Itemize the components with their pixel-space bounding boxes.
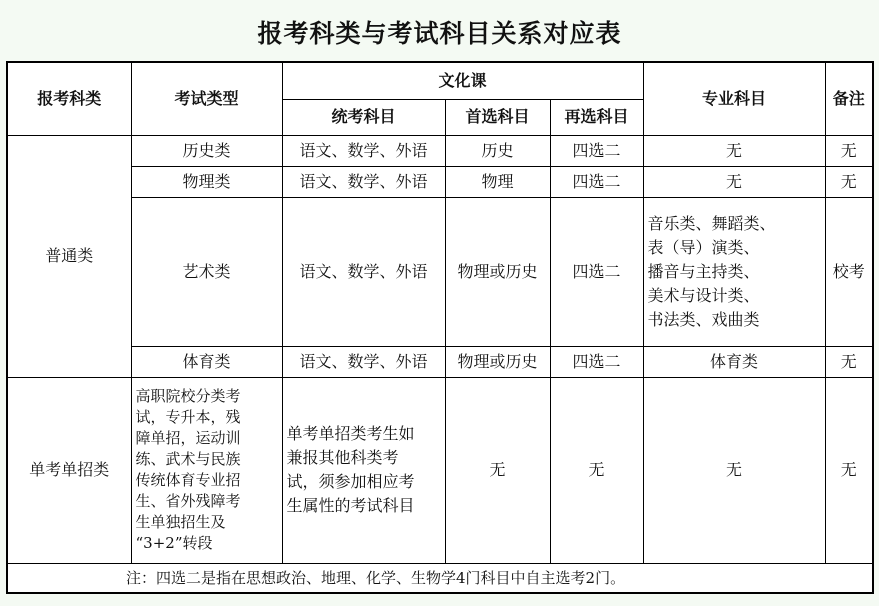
header-remarks: 备注 <box>825 62 873 135</box>
unified-cell: 语文、数学、外语 <box>282 197 445 346</box>
remark-cell: 无 <box>825 377 873 563</box>
unified-cell: 单考单招类考生如 兼报其他科类考 试，须参加相应考 生属性的考试科目 <box>282 377 445 563</box>
major-cell: 体育类 <box>643 346 825 377</box>
page-title: 报考科类与考试科目关系对应表 <box>257 19 622 48</box>
header-unified: 统考科目 <box>282 99 445 135</box>
header-row-1 <box>7 62 873 99</box>
major-cell: 音乐类、舞蹈类、 表（导）演类、 播音与主持类、 美术与设计类、 书法类、戏曲类 <box>643 197 825 346</box>
first-choice-cell: 物理 <box>445 166 550 197</box>
note-text: 注：四选二是指在思想政治、地理、化学、生物学4门科目中自主选考2门。 <box>7 563 873 593</box>
reselect-cell: 四选二 <box>550 197 643 346</box>
category-general: 普通类 <box>7 135 131 377</box>
remark-cell: 校考 <box>825 197 873 346</box>
unified-cell: 语文、数学、外语 <box>282 346 445 377</box>
first-choice-cell: 物理或历史 <box>445 346 550 377</box>
unified-cell: 语文、数学、外语 <box>282 135 445 166</box>
reselect-cell: 四选二 <box>550 346 643 377</box>
subject-table <box>6 61 874 594</box>
first-choice-cell: 无 <box>445 377 550 563</box>
exam-type-cell: 历史类 <box>131 135 282 166</box>
reselect-cell: 四选二 <box>550 166 643 197</box>
table-row-physics <box>7 166 873 197</box>
unified-cell: 语文、数学、外语 <box>282 166 445 197</box>
major-cell: 无 <box>643 377 825 563</box>
header-major: 专业科目 <box>643 62 825 135</box>
first-choice-cell: 历史 <box>445 135 550 166</box>
remark-cell: 无 <box>825 346 873 377</box>
header-culture: 文化课 <box>282 62 643 99</box>
major-cell: 无 <box>643 135 825 166</box>
header-exam-type: 考试类型 <box>131 62 282 135</box>
exam-type-cell: 体育类 <box>131 346 282 377</box>
table-row-art <box>7 197 873 346</box>
table-row-single <box>7 377 873 563</box>
reselect-cell: 无 <box>550 377 643 563</box>
major-cell: 无 <box>643 166 825 197</box>
first-choice-cell: 物理或历史 <box>445 197 550 346</box>
remark-cell: 无 <box>825 166 873 197</box>
exam-type-cell: 艺术类 <box>131 197 282 346</box>
header-first-choice: 首选科目 <box>445 99 550 135</box>
exam-type-cell: 物理类 <box>131 166 282 197</box>
header-category: 报考科类 <box>7 62 131 135</box>
category-single: 单考单招类 <box>7 377 131 563</box>
header-reselect: 再选科目 <box>550 99 643 135</box>
remark-cell: 无 <box>825 135 873 166</box>
note-row <box>7 563 873 593</box>
table-row-history <box>7 135 873 166</box>
exam-type-cell: 高职院校分类考 试，专升本，残 障单招，运动训 练、武术与民族 传统体育专业招 生、省外残障考 生单独招生及 “3+2”转段 <box>131 377 282 563</box>
reselect-cell: 四选二 <box>550 135 643 166</box>
table-row-sports <box>7 346 873 377</box>
